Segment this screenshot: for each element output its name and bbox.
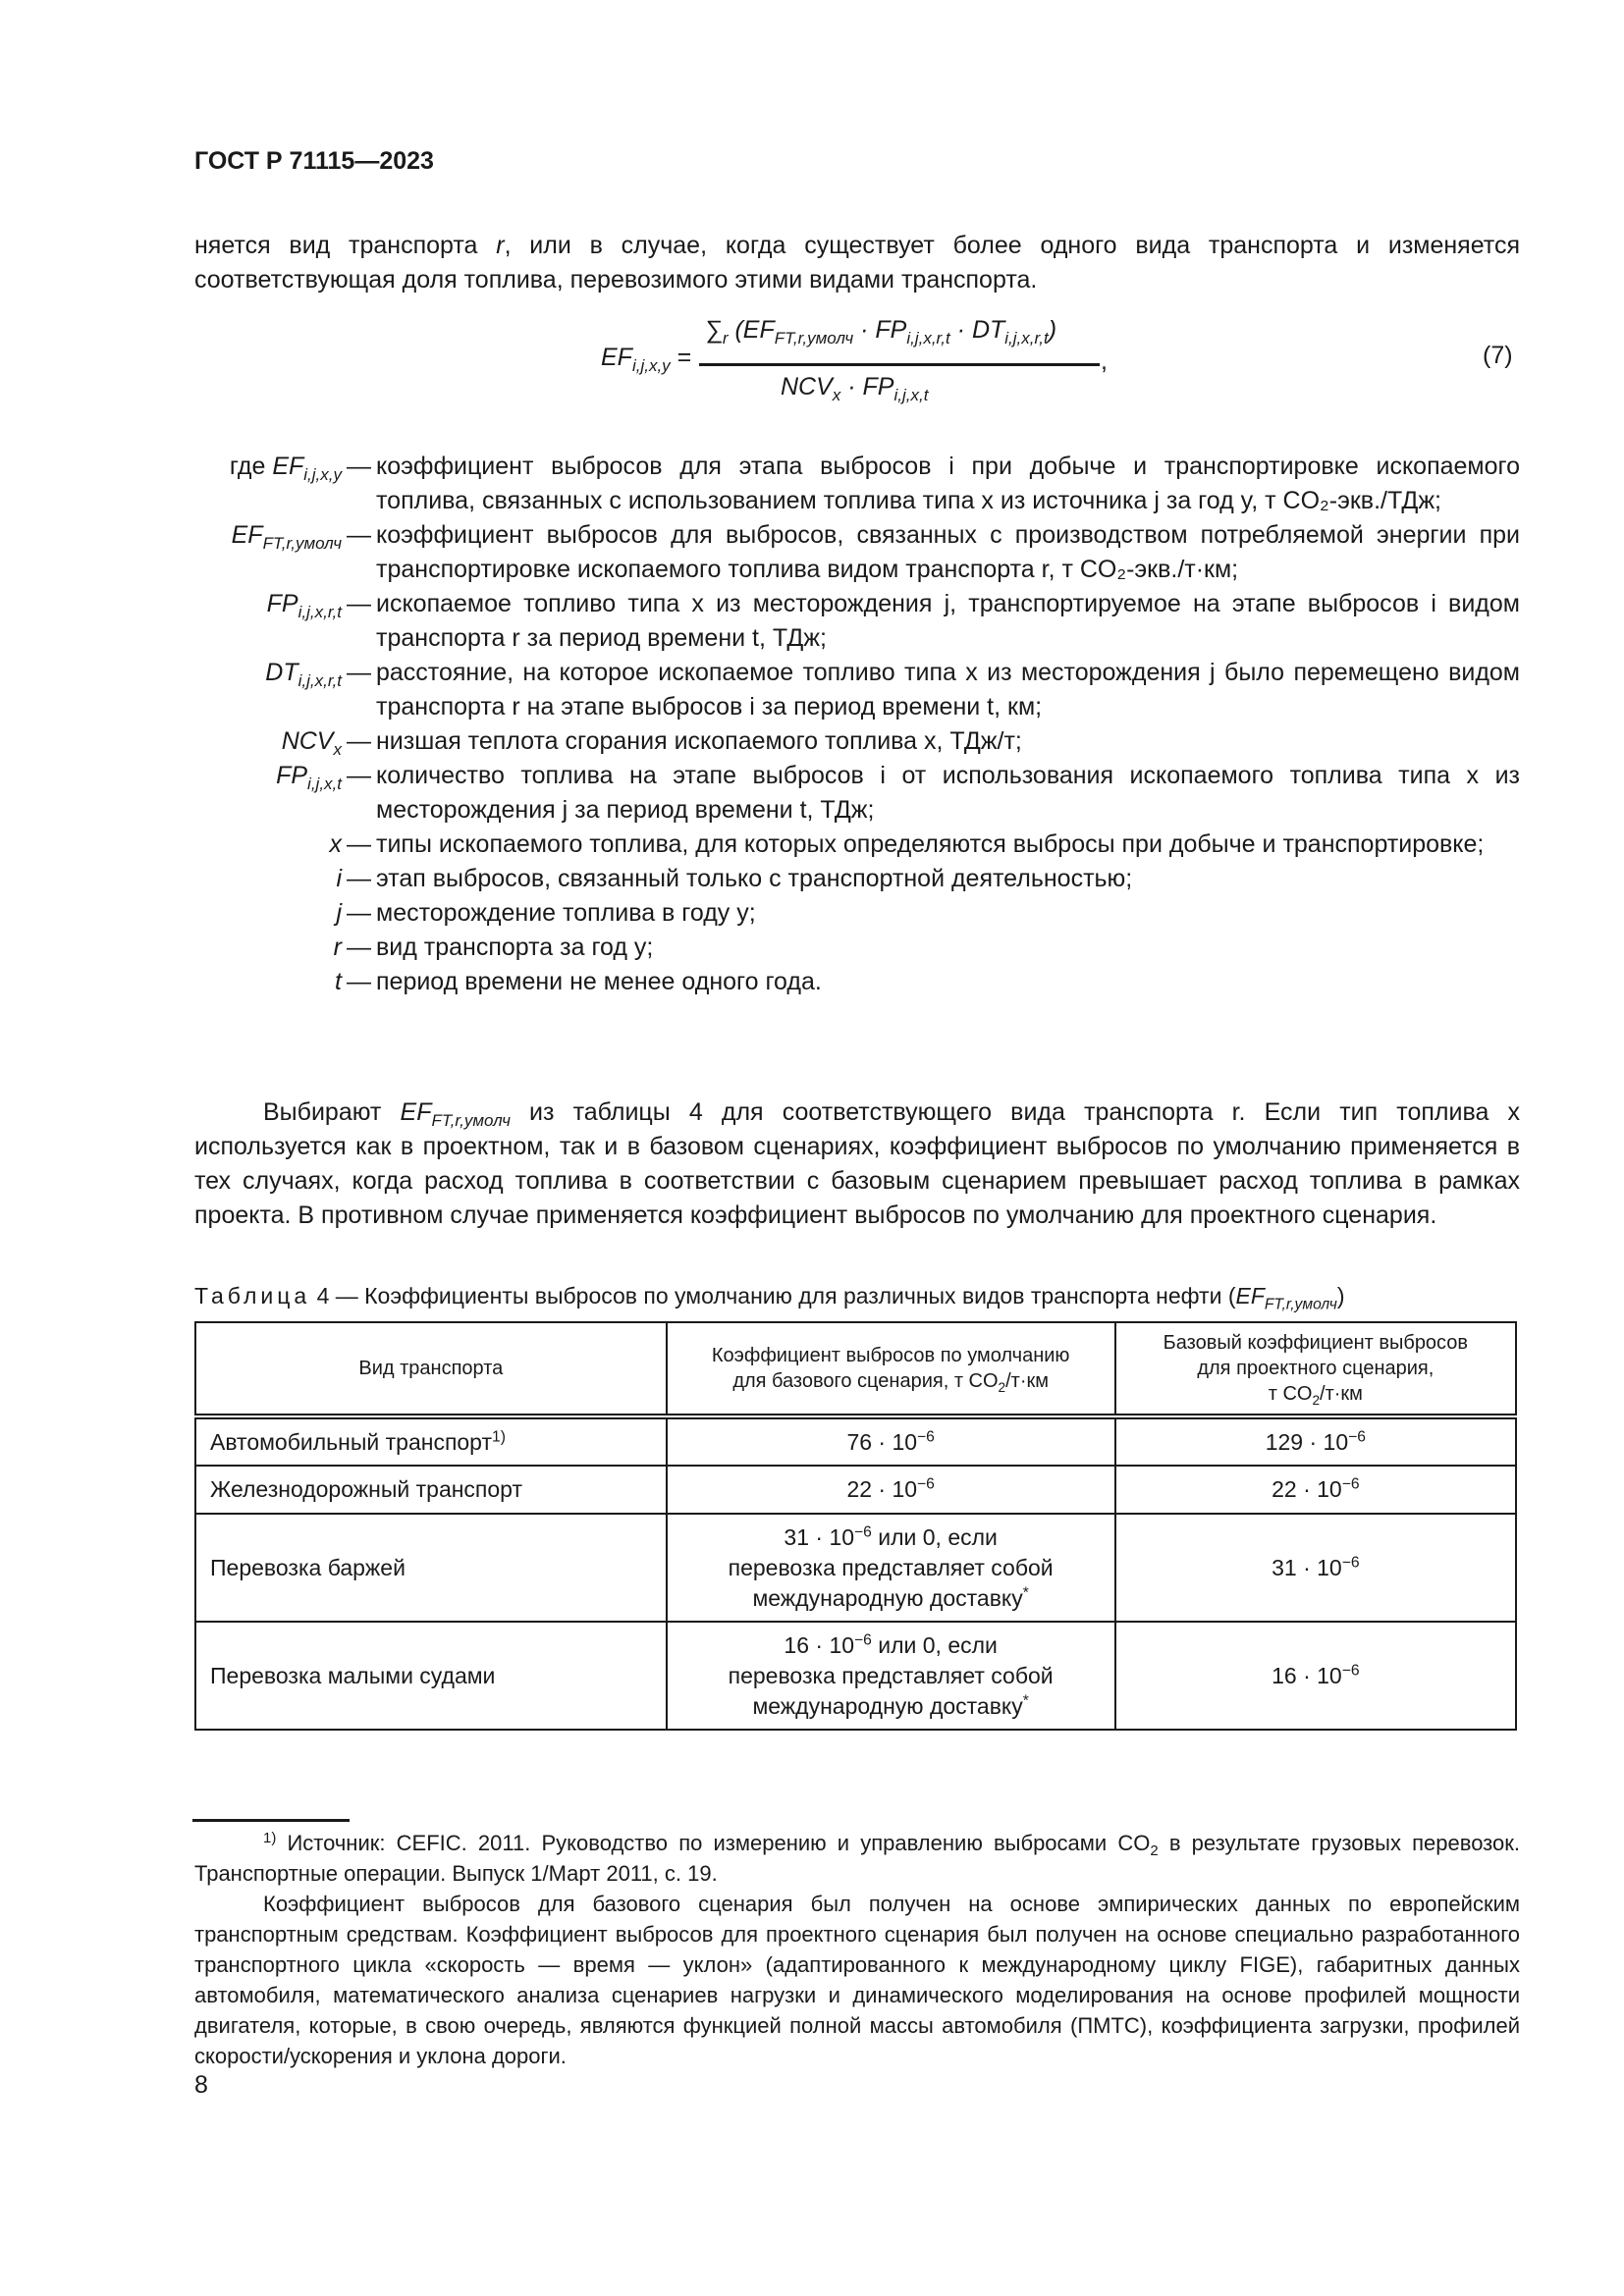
table-row: Перевозка малыми судами $16 \cdot 10^{-6}$ или 0, если перевозка представляет собой международную доставку* $16 \cdot 10^{-6}$ <box>195 1622 1516 1730</box>
definition-item: j — месторождение топлива в году y; <box>336 899 756 927</box>
definitions-list <box>194 450 1520 999</box>
definition-item: где $EF_{i,j,x,y}$ — коэффициент выбросов для этапа выбросов i при добыче и транспортировке ископаемого топлива, связанных с использованием топлива типа x из источника j за год y, т CO₂-экв./ТДж; <box>229 453 1520 514</box>
definition-item: i — этап выбросов, связанный только с транспортной деятельностью; <box>336 865 1133 892</box>
definition-item: $FP_{i,j,x,r,t}$ — ископаемое топливо типа x из месторождения j, транспортируемое на этапе выбросов i видом транспорта r за период времени t, ТДж; <box>266 590 1520 652</box>
intro-text: няется вид транспорта <box>194 232 497 259</box>
definition-item: $DT_{i,j,x,r,t}$ — расстояние, на которое ископаемое топливо типа x из месторождения j было перемещено видом транспорта r на этапе выбросов i за период времени t, км; <box>265 659 1520 721</box>
formula-lhs: $EF_{i,j,x,y}$ = <box>601 344 692 375</box>
table-row: Железнодорожный транспорт $22 \cdot 10^{-6}$ $22 \cdot 10^{-6}$ <box>195 1466 1516 1514</box>
definition-item: $NCV_x$ — низшая теплота сгорания ископаемого топлива x, ТДж/т; <box>281 727 1022 759</box>
definition-item: t — период времени не менее одного года. <box>335 968 822 995</box>
header-project-factor: Базовый коэффициент выбросов для проектного сценария, т $CO_2/т\cdot км$ <box>1115 1322 1516 1416</box>
formula-denominator: $NCV_x \cdot FP_{i,j,x,t}$ <box>781 373 929 404</box>
intro-paragraph <box>194 229 1520 297</box>
document-header: ГОСТ Р 71115—2023 <box>194 147 434 175</box>
table-caption: Таблица 4 — Коэффициенты выбросов по умолчанию для различных видов транспорта нефти $(EF_{FT,r,умолч})$ <box>194 1283 1345 1313</box>
definition-item: r — вид транспорта за год y; <box>333 934 654 961</box>
header-baseline-factor: Коэффициент выбросов по умолчанию для базового сценария, т $CO_2/т\cdot км$ <box>667 1322 1115 1416</box>
table-row: Перевозка баржей $31 \cdot 10^{-6}$ или 0, если перевозка представляет собой международную доставку* $31 \cdot 10^{-6}$ <box>195 1514 1516 1622</box>
formula-number: (7) <box>1483 342 1513 369</box>
emission-factors-table <box>194 1321 1517 1731</box>
fraction-bar <box>699 363 1100 366</box>
definition-item: $FP_{i,j,x,t}$ — количество топлива на этапе выбросов i от использования ископаемого топлива типа x из месторождения j за период времени t, ТДж; <box>276 762 1520 824</box>
footnote-separator <box>192 1819 350 1822</box>
selection-paragraph: Выбирают $EF_{FT,r,умолч}$ из таблицы 4 для соответствующего вида транспорта r. Если тип топлива x используется как в проектном, так и в базовом сценариях, коэффициент выбросов по умолчанию применяется в тех случаях, когда расход топлива в соответствии с базовым сценарием превышает расход топлива в рамках проекта. В противном случае применяется коэффициент выбросов по умолчанию для проектного сценария. <box>194 1098 1520 1229</box>
definition-item: x — типы ископаемого топлива, для которых определяются выбросы при добыче и транспортировке; <box>329 830 1485 858</box>
formula-numerator: $\sum_r$ $(EF_{FT,r,умолч} \cdot FP_{i,j,x,r,t} \cdot DT_{i,j,x,r,t})$ <box>705 316 1057 347</box>
definition-item: $EF_{FT,r,умолч}$ — коэффициент выбросов для выбросов, связанных с производством потребляемой энергии при транспортировке ископаемого топлива видом транспорта r, т CO₂-экв./т·км; <box>231 521 1520 583</box>
var-r: r <box>496 232 505 259</box>
intro-text-cont: , или в случае, когда существует более одного вида транспорта и изменяется соответствующая доля топлива, перевозимого этими видами транспорта. <box>194 232 1520 294</box>
formula-comma: , <box>1101 347 1108 375</box>
footnote-note: Коэффициент выбросов для базового сценария был получен на основе эмпирических данных по европейским транспортным средствам. Коэффициент выбросов для проектного сценария был получен на основе специально разработанного транспортного цикла «скорость — время — уклон» (адаптированного к международному циклу FIGE), габаритных данных автомобиля, математического анализа сценариев нагрузки и динамического моделирования на основе профилей мощности двигателя, которые, в свою очередь, являются функцией полной массы автомобиля (ПМТС), коэффициента загрузки, профилей скорости/ускорения и уклона дороги. <box>194 1892 1520 2068</box>
page-number: 8 <box>194 2071 208 2099</box>
header-transport-type: Вид транспорта <box>195 1322 667 1416</box>
table-row: Автомобильный транспорт$^{1)}$ $76 \cdot 10^{-6}$ $129 \cdot 10^{-6}$ <box>195 1416 1516 1466</box>
footnotes <box>194 1828 1520 2071</box>
footnote-1: $^{1)}$ Источник: CEFIC. 2011. Руководство по измерению и управлению выбросами $CO_2$ в результате грузовых перевозок. Транспортные операции. Выпуск 1/Март 2011, с. 19. <box>194 1829 1520 1886</box>
table-header-row <box>195 1322 1516 1416</box>
